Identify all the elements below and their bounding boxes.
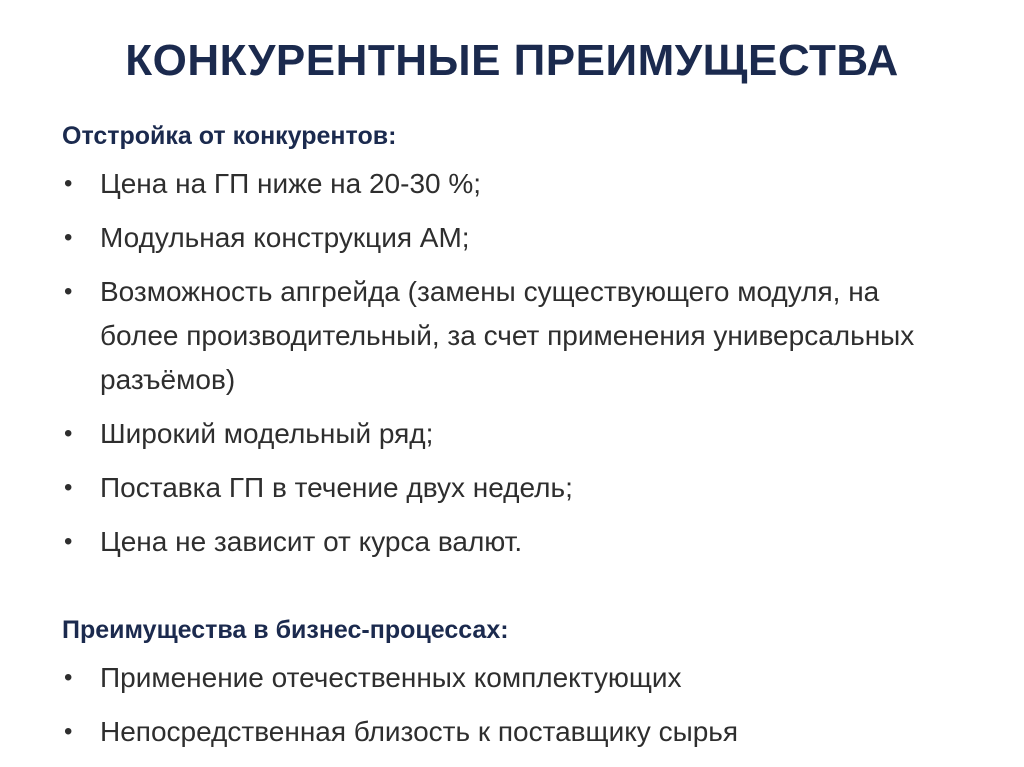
list-item: [62, 162, 982, 206]
bullet-icon: •: [64, 224, 73, 251]
section-heading-competitors: Отстройка от конкурентов:: [62, 122, 397, 150]
list-item: [62, 216, 982, 260]
list-item: [62, 520, 982, 564]
list-item: [62, 466, 982, 510]
bullet-list-competitors: [62, 162, 982, 564]
bullet-icon: •: [64, 474, 73, 501]
bullet-icon: •: [64, 528, 73, 555]
list-item: [62, 656, 982, 700]
list-item: [62, 270, 982, 402]
bullet-list-business-processes: [62, 656, 982, 754]
list-item-text: Непосредственная близость к поставщику сырья: [100, 716, 739, 747]
list-item-text: Модульная конструкция АМ;: [100, 222, 470, 253]
bullet-icon: •: [64, 718, 73, 745]
bullet-icon: •: [64, 420, 73, 447]
bullet-icon: •: [64, 170, 73, 197]
list-item-text: Широкий модельный ряд;: [100, 418, 434, 449]
bullet-icon: •: [64, 278, 73, 305]
section-heading-business-processes: Преимущества в бизнес-процессах:: [62, 616, 509, 644]
list-item-text: Возможность апгрейда (замены существующего модуля, на более производительный, за счет применения универсальных разъёмов): [100, 276, 915, 395]
list-item-text: Цена не зависит от курса валют.: [100, 526, 523, 557]
list-item-text: Применение отечественных комплектующих: [100, 662, 682, 693]
list-item-text: Цена на ГП ниже на 20-30 %;: [100, 168, 482, 199]
bullet-icon: •: [64, 664, 73, 691]
list-item: [62, 710, 982, 754]
list-item: [62, 412, 982, 456]
list-item-text: Поставка ГП в течение двух недель;: [100, 472, 573, 503]
slide-content: [62, 118, 982, 764]
slide-title: КОНКУРЕНТНЫЕ ПРЕИМУЩЕСТВА: [125, 36, 899, 85]
